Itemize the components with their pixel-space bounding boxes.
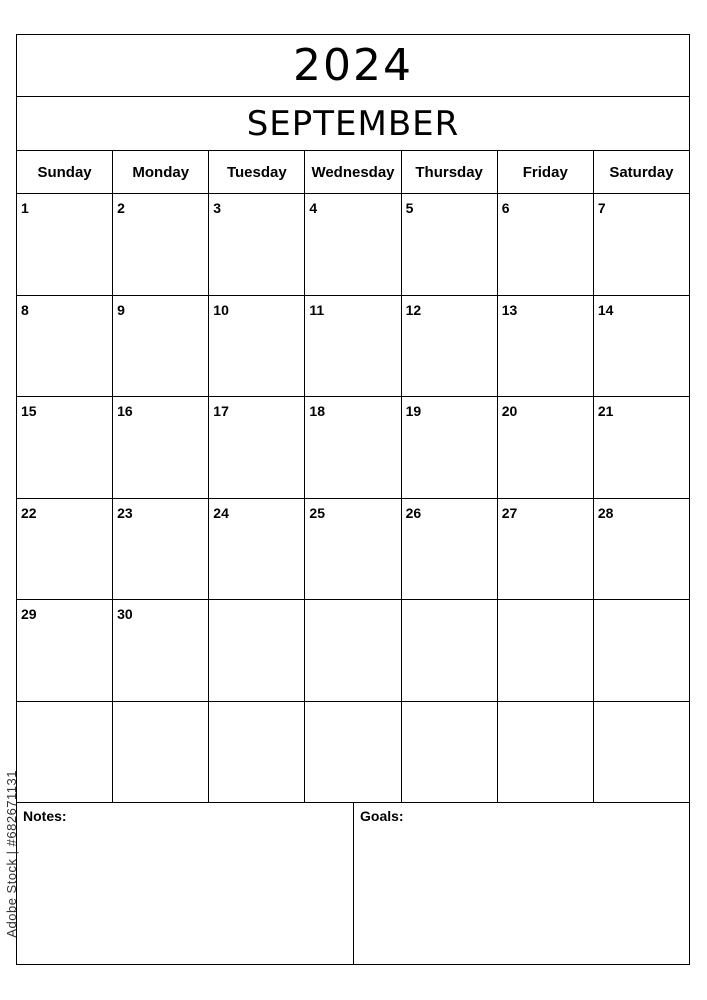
- day-cell: [594, 397, 689, 498]
- day-number: 27: [501, 504, 518, 521]
- week-row: [17, 194, 689, 296]
- day-cell: [402, 702, 498, 803]
- day-number: 13: [501, 301, 518, 318]
- goals-box[interactable]: [354, 802, 689, 964]
- calendar-month: SEPTEMBER: [17, 97, 689, 151]
- day-cell: [17, 600, 113, 701]
- day-number: 9: [117, 301, 125, 318]
- calendar-frame: [16, 34, 690, 965]
- week-row: [17, 499, 689, 601]
- day-number: 22: [21, 504, 37, 521]
- day-cell: [498, 296, 594, 397]
- day-cell: [113, 499, 209, 600]
- day-number: 16: [117, 403, 133, 419]
- day-cell: [113, 296, 209, 397]
- day-cell: [594, 600, 689, 701]
- day-number: 10: [213, 301, 229, 318]
- day-number: 5: [405, 200, 414, 216]
- day-cell: [305, 194, 401, 295]
- weekday-header: Tuesday: [209, 151, 305, 193]
- day-number: 1: [21, 200, 29, 216]
- day-cell: [17, 296, 113, 397]
- day-cell: [305, 499, 401, 600]
- day-cell: [498, 499, 594, 600]
- day-cell: [305, 702, 401, 803]
- calendar-grid: [17, 151, 689, 803]
- weekday-header: Monday: [113, 151, 209, 193]
- notes-label: Notes:: [23, 808, 67, 824]
- day-cell: [594, 194, 689, 295]
- calendar-year: 2024: [17, 35, 689, 97]
- day-cell: [113, 600, 209, 701]
- day-number: 28: [597, 504, 614, 521]
- day-cell: [209, 702, 305, 803]
- day-number: 17: [213, 403, 229, 419]
- week-row: [17, 600, 689, 702]
- day-cell: [402, 194, 498, 295]
- day-cell: [17, 194, 113, 295]
- day-number: 24: [213, 504, 229, 521]
- day-number: 15: [21, 403, 37, 419]
- day-number: 23: [117, 504, 133, 521]
- weekday-header: Wednesday: [305, 151, 401, 193]
- weekday-header: Saturday: [609, 163, 674, 181]
- day-cell: [209, 499, 305, 600]
- day-cell: [594, 499, 689, 600]
- day-cell: [17, 702, 113, 803]
- day-cell: [498, 194, 594, 295]
- day-cell: [402, 397, 498, 498]
- day-cell: [402, 600, 498, 701]
- day-cell: [113, 194, 209, 295]
- day-cell: [209, 600, 305, 701]
- day-cell: [498, 600, 594, 701]
- day-number: 26: [405, 504, 422, 521]
- day-number: 14: [597, 301, 614, 318]
- day-cell: [594, 296, 689, 397]
- weekday-header: Friday: [498, 151, 594, 193]
- day-cell: [17, 499, 113, 600]
- weekday-header: Thursday: [402, 151, 498, 193]
- day-cell: [209, 296, 305, 397]
- day-number: 20: [501, 403, 518, 419]
- week-row: [17, 397, 689, 499]
- day-cell: [209, 194, 305, 295]
- day-cell: [498, 702, 594, 803]
- day-cell: [113, 702, 209, 803]
- day-cell: [594, 702, 689, 803]
- goals-label: Goals:: [360, 808, 404, 824]
- week-row: [17, 296, 689, 398]
- notes-box[interactable]: [17, 802, 354, 964]
- day-cell: [209, 397, 305, 498]
- day-cell: [305, 397, 401, 498]
- day-cell: [498, 397, 594, 498]
- day-cell: [402, 499, 498, 600]
- day-number: 12: [405, 301, 422, 318]
- day-number: 30: [117, 606, 133, 622]
- day-number: 4: [309, 200, 318, 216]
- week-row: [17, 702, 689, 804]
- day-number: 8: [21, 301, 29, 318]
- day-number: 6: [501, 200, 510, 216]
- day-number: 25: [309, 504, 325, 521]
- stock-watermark-id: Adobe Stock | #682671131: [4, 770, 19, 938]
- notes-goals-section: [17, 802, 689, 964]
- day-cell: [305, 600, 401, 701]
- day-number: 7: [597, 200, 606, 216]
- day-number: 19: [405, 403, 422, 419]
- day-number: 2: [117, 200, 125, 216]
- day-cell: [402, 296, 498, 397]
- day-number: 11: [309, 301, 325, 318]
- day-number: 21: [597, 403, 614, 419]
- weekday-header: Sunday: [17, 151, 113, 193]
- day-cell: [113, 397, 209, 498]
- day-number: 18: [309, 403, 325, 419]
- day-cell: [17, 397, 113, 498]
- day-number: 29: [21, 606, 37, 622]
- day-cell: [305, 296, 401, 397]
- weekday-header-row: [17, 151, 689, 194]
- day-number: 3: [213, 200, 222, 216]
